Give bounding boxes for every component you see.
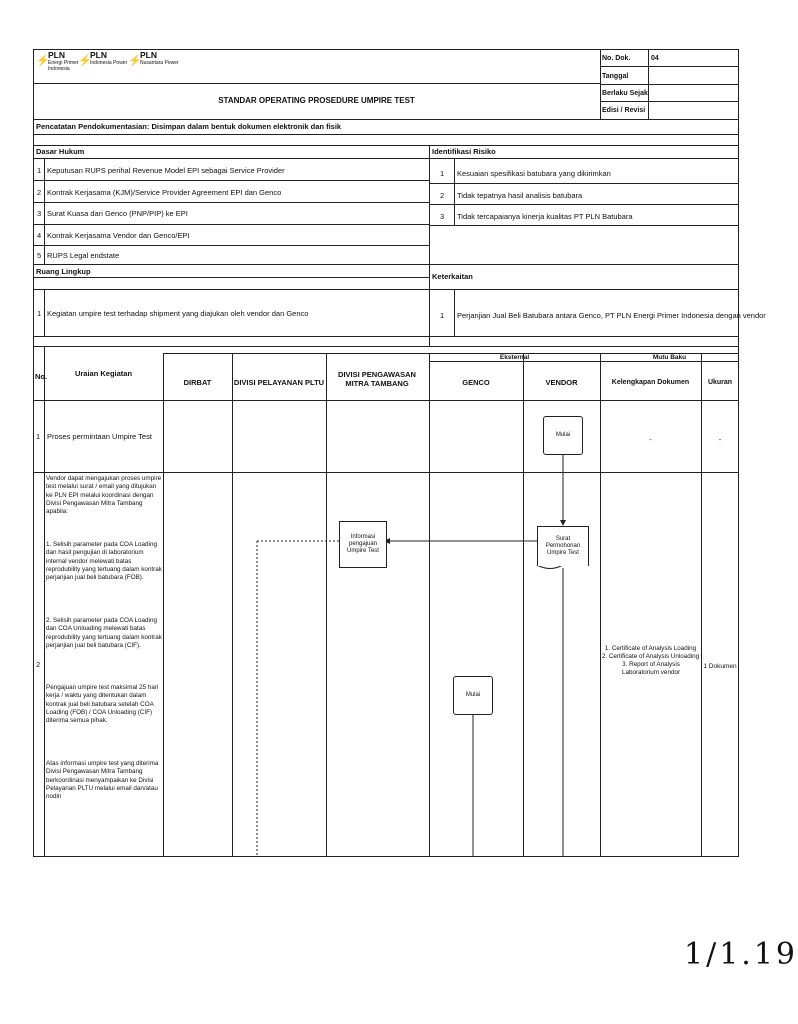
meta-label: Edisi / Revisi — [602, 107, 646, 114]
lightning-icon: ⚡ — [36, 55, 50, 67]
column-header-dirbat: DIRBAT — [183, 378, 212, 387]
column-header-pltu: DIVISI PELAYANAN PLTU — [233, 378, 325, 387]
flow-start-vendor: Mulai — [543, 416, 583, 455]
column-header-mutu-baku: Mutu Baku — [652, 354, 687, 361]
column-header-ukuran: Ukuran — [707, 379, 733, 386]
column-header-mitra: DIVISI PENGAWASAN MITRA TAMBANG — [338, 370, 416, 388]
meta-label: Tanggal — [602, 73, 629, 80]
meta-label: Berlaku Sejak — [602, 90, 648, 97]
flow-process-informasi: Informasi pengajuan Umpire Test — [339, 521, 387, 568]
column-header-kelengkapan: Kelengkapan Dokumen — [611, 379, 690, 386]
lightning-icon: ⚡ — [128, 55, 142, 67]
logo-nusantara-power: ⚡ PLN Nusantara Power — [128, 50, 179, 67]
flow-document-surat: Surat Permohonan Umpire Test — [537, 526, 589, 566]
documentation-note: Pencatatan Pendokumentasian: Disimpan dalam bentuk dokumen elektronik dan fisik — [36, 122, 342, 131]
column-header-vendor: VENDOR — [545, 378, 578, 387]
flow-start-genco: Mulai — [453, 676, 493, 715]
handwritten-page-note: 1/1.19 — [684, 937, 798, 972]
logo-indonesia-power: ⚡ PLN Indonesia Power — [78, 50, 128, 67]
section-title: Keterkaitan — [432, 272, 473, 281]
column-header-no: No. — [35, 372, 48, 381]
section-title: Dasar Hukum — [36, 147, 85, 156]
column-header-uraian: Uraian Kegiatan — [74, 369, 133, 378]
logo-energi-primer: ⚡ PLN Energi Primer Indonesia — [36, 50, 79, 72]
document-title: STANDAR OPERATING PROSEDURE UMPIRE TEST — [218, 96, 415, 105]
section-title: Ruang Lingkup — [36, 267, 91, 276]
meta-label: No. Dok. — [602, 55, 631, 62]
lightning-icon: ⚡ — [78, 55, 92, 67]
section-title: Identifikasi Risiko — [432, 147, 496, 156]
column-header-eksternal: Eksternal — [499, 354, 530, 361]
column-header-genco: GENCO — [462, 378, 490, 387]
meta-value: 04 — [651, 55, 659, 62]
